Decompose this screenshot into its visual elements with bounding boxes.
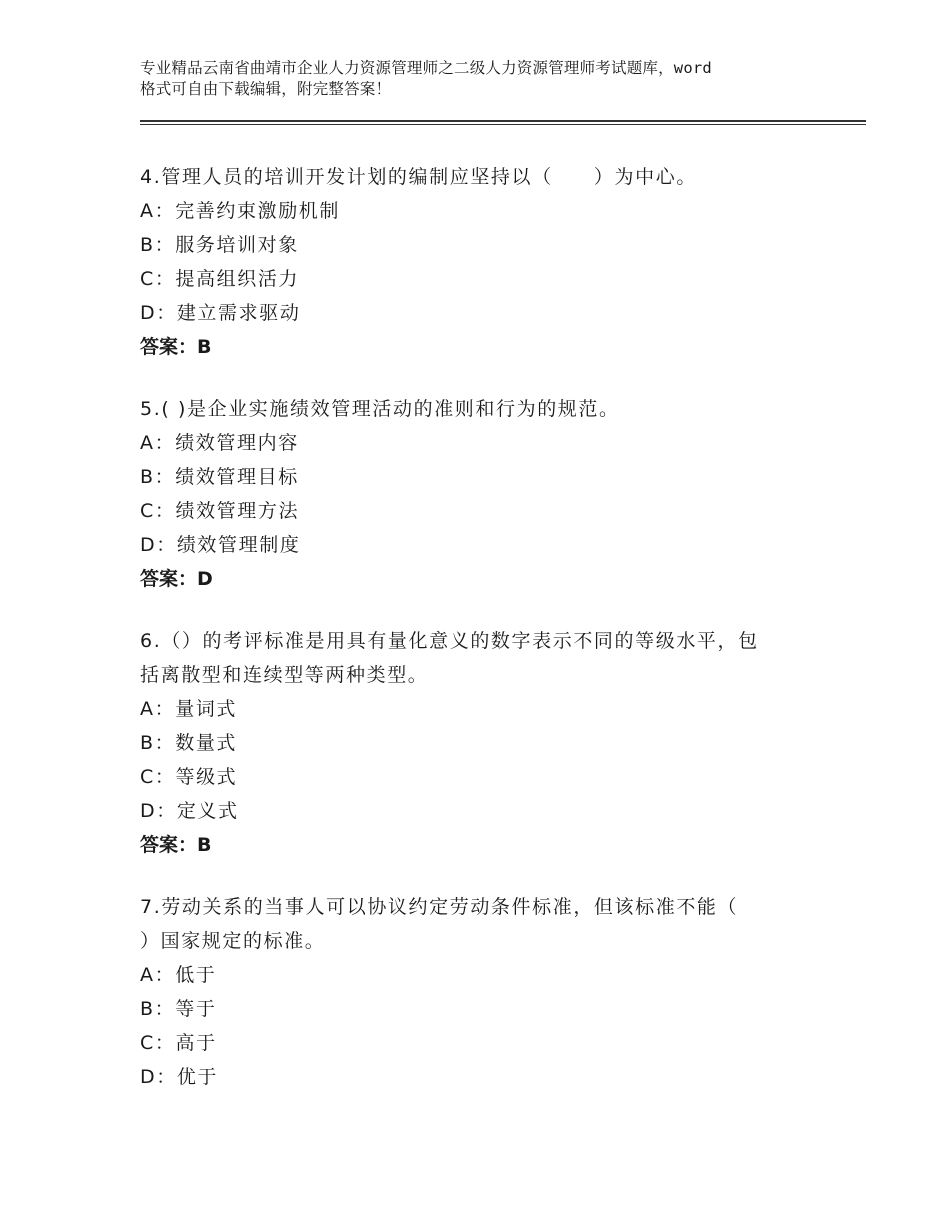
header-divider-thin — [140, 124, 866, 125]
option-a: A：量词式 — [140, 698, 237, 720]
option-d: D：绩效管理制度 — [140, 534, 301, 556]
answer-label: 答案：D — [140, 568, 213, 590]
header-line-2: 格式可自由下载编辑，附完整答案！ — [140, 80, 392, 98]
option-c: C：高于 — [140, 1032, 217, 1054]
header-line-1: 专业精品云南省曲靖市企业人力资源管理师之二级人力资源管理师考试题库，word — [140, 59, 712, 77]
option-d: D：优于 — [140, 1066, 219, 1088]
header-divider — [140, 120, 866, 122]
question-6 — [140, 624, 840, 862]
answer-label: 答案：B — [140, 834, 212, 856]
option-b: B：等于 — [140, 998, 217, 1020]
option-c: C：提高组织活力 — [140, 268, 300, 290]
option-d: D：定义式 — [140, 800, 239, 822]
question-4 — [140, 160, 840, 364]
option-a: A：低于 — [140, 964, 217, 986]
option-d: D：建立需求驱动 — [140, 302, 301, 324]
question-5 — [140, 392, 840, 596]
option-a: A：绩效管理内容 — [140, 432, 299, 454]
question-stem: 4.管理人员的培训开发计划的编制应坚持以（ ）为中心。 — [140, 166, 697, 188]
question-stem: 6.（）的考评标准是用具有量化意义的数字表示不同的等级水平，包 — [140, 630, 759, 652]
option-a: A：完善约束激励机制 — [140, 200, 340, 222]
question-stem: 5.( )是企业实施绩效管理活动的准则和行为的规范。 — [140, 398, 620, 420]
answer-label: 答案：B — [140, 336, 212, 358]
option-c: C：绩效管理方法 — [140, 500, 300, 522]
option-b: B：数量式 — [140, 732, 238, 754]
question-7 — [140, 890, 840, 1094]
option-b: B：绩效管理目标 — [140, 466, 299, 488]
question-stem-continued: 括离散型和连续型等两种类型。 — [140, 664, 429, 686]
question-stem: 7.劳动关系的当事人可以协议约定劳动条件标准，但该标准不能（ — [140, 896, 739, 918]
question-stem-continued: ）国家规定的标准。 — [140, 930, 326, 952]
question-list — [140, 160, 840, 1122]
option-c: C：等级式 — [140, 766, 238, 788]
option-b: B：服务培训对象 — [140, 234, 299, 256]
document-header — [140, 58, 840, 100]
